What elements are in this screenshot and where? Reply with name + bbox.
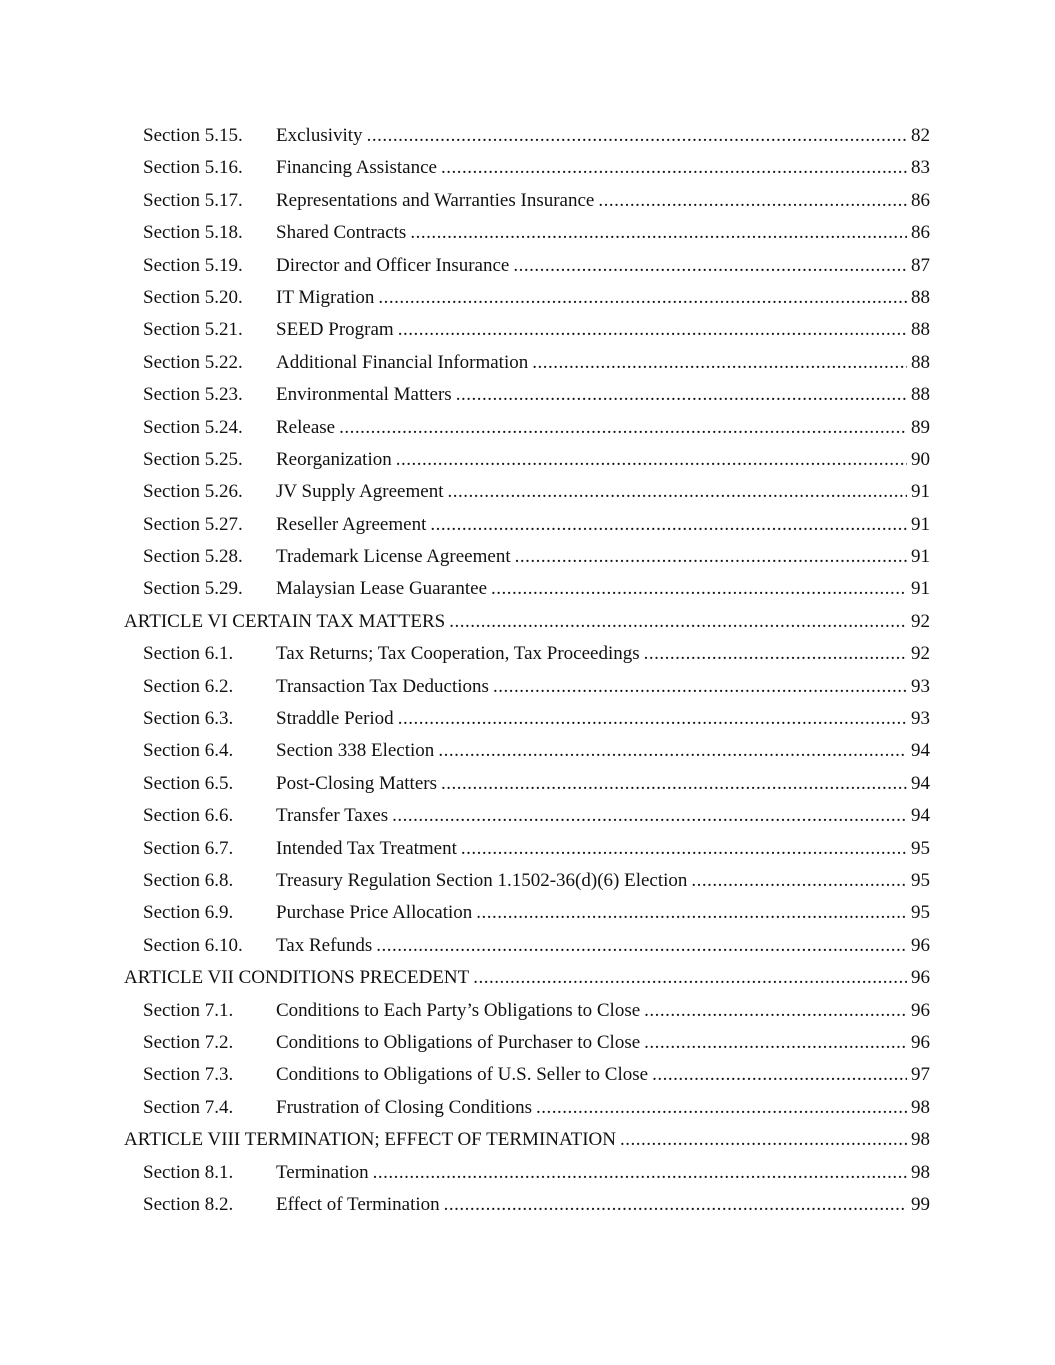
dot-leader [398,703,907,735]
dot-leader [373,1157,907,1189]
toc-section-number: Section 5.21. [143,319,243,341]
toc-section-entry [0,703,1055,735]
dot-leader [515,541,907,573]
toc-section-entry [0,217,1055,249]
dot-leader [473,962,907,994]
dot-leader [441,152,907,184]
toc-entry-line [276,833,930,865]
toc-section-entry [0,412,1055,444]
toc-entry-title: Tax Returns; Tax Cooperation, Tax Proceedings [276,643,640,665]
toc-page-number: 96 [911,934,930,956]
toc-entry-line [276,444,930,476]
toc-entry-line [276,314,930,346]
table-of-contents [0,120,1055,1221]
toc-entry-title: Trademark License Agreement [276,546,511,568]
toc-entry-line [276,897,930,929]
toc-page-number: 96 [911,999,930,1021]
toc-page-number: 93 [911,708,930,730]
toc-section-number: Section 6.7. [143,837,234,859]
toc-article-entry [0,962,1055,994]
dot-leader [392,800,907,832]
toc-entry-line [276,217,930,249]
toc-page-number: 92 [911,643,930,665]
dot-leader [444,1189,907,1221]
toc-section-entry [0,995,1055,1027]
toc-entry-title: IT Migration [276,286,375,308]
toc-section-number: Section 5.26. [143,481,243,503]
toc-page-number: 97 [911,1064,930,1086]
toc-section-entry [0,735,1055,767]
toc-section-entry [0,541,1055,573]
toc-section-number: Section 6.6. [143,805,234,827]
toc-entry-title: SEED Program [276,319,394,341]
toc-section-entry [0,800,1055,832]
toc-page-number: 87 [911,254,930,276]
toc-entry-line [276,185,930,217]
toc-section-entry [0,120,1055,152]
toc-entry-title: Frustration of Closing Conditions [276,1096,532,1118]
toc-entry-line [276,1027,930,1059]
toc-page-number: 90 [911,448,930,470]
toc-section-entry [0,282,1055,314]
toc-section-entry [0,1027,1055,1059]
toc-entry-title: Release [276,416,336,438]
toc-section-number: Section 8.2. [143,1193,234,1215]
toc-entry-line [276,638,930,670]
toc-section-number: Section 6.8. [143,869,234,891]
dot-leader [447,476,907,508]
toc-page-number: 96 [911,1031,930,1053]
dot-leader [493,671,907,703]
toc-entry-title: Conditions to Obligations of U.S. Seller to Close [276,1064,649,1086]
toc-section-number: Section 5.28. [143,546,243,568]
toc-article-entry [0,606,1055,638]
toc-section-number: Section 5.24. [143,416,243,438]
toc-page-number: 93 [911,675,930,697]
dot-leader [456,379,907,411]
toc-entry-line [276,541,930,573]
toc-page-number: 98 [911,1096,930,1118]
toc-section-entry [0,347,1055,379]
toc-entry-title: Shared Contracts [276,222,407,244]
toc-entry-line [276,1092,930,1124]
toc-page-number: 88 [911,286,930,308]
toc-section-entry [0,476,1055,508]
toc-page-number: 91 [911,481,930,503]
dot-leader [339,412,907,444]
toc-section-entry [0,379,1055,411]
dot-leader [376,930,907,962]
toc-entry-line [276,412,930,444]
toc-section-number: Section 5.18. [143,222,243,244]
toc-page-number: 94 [911,805,930,827]
toc-section-number: Section 5.29. [143,578,243,600]
toc-page-number: 91 [911,513,930,535]
toc-entry-title: Conditions to Obligations of Purchaser to Close [276,1031,641,1053]
toc-page-number: 86 [911,222,930,244]
dot-leader [536,1092,907,1124]
toc-entry-line [276,1189,930,1221]
toc-section-number: Section 6.1. [143,643,234,665]
toc-page-number: 88 [911,351,930,373]
dot-leader [644,638,907,670]
toc-entry-line [124,962,930,994]
toc-section-number: Section 6.5. [143,772,234,794]
toc-entry-line [276,995,930,1027]
dot-leader [644,995,907,1027]
toc-page-number: 95 [911,902,930,924]
toc-page-number: 89 [911,416,930,438]
dot-leader [410,217,907,249]
toc-section-entry [0,638,1055,670]
toc-section-entry [0,509,1055,541]
toc-page-number: 82 [911,125,930,146]
toc-entry-title: ARTICLE VII CONDITIONS PRECEDENT [124,967,470,989]
toc-page-number: 95 [911,837,930,859]
toc-section-number: Section 6.9. [143,902,234,924]
toc-section-entry [0,1059,1055,1091]
toc-entry-title: Conditions to Each Party’s Obligations to Close [276,999,641,1021]
toc-section-number: Section 7.2. [143,1031,234,1053]
toc-article-entry [0,1124,1055,1156]
toc-page-number: 88 [911,384,930,406]
dot-leader [513,250,907,282]
toc-entry-line [276,1157,930,1189]
dot-leader [367,120,907,152]
dot-leader [491,573,907,605]
toc-section-entry [0,930,1055,962]
toc-page-number: 92 [911,610,930,632]
toc-section-entry [0,897,1055,929]
toc-section-entry [0,185,1055,217]
toc-entry-line [276,509,930,541]
toc-entry-line [276,379,930,411]
dot-leader [476,897,907,929]
toc-entry-title: Section 338 Election [276,740,435,762]
toc-entry-title: Exclusivity [276,125,363,146]
toc-section-number: Section 6.4. [143,740,234,762]
toc-section-entry [0,314,1055,346]
toc-entry-line [276,800,930,832]
toc-entry-title: Director and Officer Insurance [276,254,510,276]
toc-section-entry [0,444,1055,476]
toc-entry-line [276,573,930,605]
toc-entry-line [276,152,930,184]
toc-page-number: 88 [911,319,930,341]
toc-entry-line [276,703,930,735]
toc-section-entry [0,250,1055,282]
dot-leader [396,444,907,476]
toc-page-number: 96 [911,967,930,989]
toc-page-number: 94 [911,772,930,794]
toc-section-entry [0,1157,1055,1189]
toc-section-number: Section 5.20. [143,286,243,308]
toc-entry-title: Transaction Tax Deductions [276,675,489,697]
toc-entry-line [276,476,930,508]
dot-leader [438,735,907,767]
toc-entry-line [276,865,930,897]
toc-entry-title: Financing Assistance [276,157,437,179]
dot-leader [532,347,907,379]
dot-leader [449,606,907,638]
toc-section-number: Section 8.1. [143,1161,234,1183]
toc-entry-title: Representations and Warranties Insurance [276,189,595,211]
toc-entry-title: Reorganization [276,448,392,470]
toc-section-number: Section 5.17. [143,189,243,211]
toc-page-number: 94 [911,740,930,762]
toc-entry-line [124,1124,930,1156]
toc-section-number: Section 6.10. [143,934,243,956]
toc-entry-line [276,671,930,703]
dot-leader [620,1124,907,1156]
toc-entry-title: ARTICLE VIII TERMINATION; EFFECT OF TERMINATION [124,1129,616,1151]
dot-leader [644,1027,907,1059]
toc-section-number: Section 5.25. [143,448,243,470]
toc-section-number: Section 6.2. [143,675,234,697]
toc-entry-line [124,606,930,638]
toc-entry-line [276,250,930,282]
toc-section-entry [0,833,1055,865]
toc-entry-line [276,347,930,379]
toc-page-number: 98 [911,1161,930,1183]
toc-section-entry [0,152,1055,184]
dot-leader [441,768,907,800]
toc-section-number: Section 5.15. [143,125,243,146]
toc-page-number: 99 [911,1193,930,1215]
toc-section-number: Section 5.16. [143,157,243,179]
toc-entry-title: Tax Refunds [276,934,373,956]
toc-section-entry [0,573,1055,605]
toc-entry-title: Purchase Price Allocation [276,902,473,924]
toc-section-number: Section 6.3. [143,708,234,730]
toc-entry-line [276,768,930,800]
toc-entry-title: Malaysian Lease Guarantee [276,578,488,600]
toc-section-number: Section 5.19. [143,254,243,276]
toc-page-number: 86 [911,189,930,211]
toc-section-entry [0,865,1055,897]
toc-entry-title: Transfer Taxes [276,805,389,827]
dot-leader [398,314,907,346]
toc-page-number: 83 [911,157,930,179]
toc-entry-line [276,735,930,767]
toc-entry-title: Additional Financial Information [276,351,529,373]
toc-entry-line [276,282,930,314]
dot-leader [461,833,907,865]
toc-entry-title: Straddle Period [276,708,394,730]
toc-page-number: 91 [911,578,930,600]
dot-leader [378,282,907,314]
toc-section-number: Section 7.4. [143,1096,234,1118]
toc-section-number: Section 5.23. [143,384,243,406]
dot-leader [598,185,907,217]
toc-page-number: 95 [911,869,930,891]
dot-leader [691,865,907,897]
toc-entry-title: Effect of Termination [276,1193,440,1215]
toc-section-entry [0,1092,1055,1124]
toc-entry-line [276,1059,930,1091]
dot-leader [430,509,907,541]
toc-section-entry [0,768,1055,800]
toc-entry-title: Termination [276,1161,369,1183]
toc-entry-title: Environmental Matters [276,384,452,406]
toc-entry-title: Post-Closing Matters [276,772,437,794]
toc-entry-title: JV Supply Agreement [276,481,444,503]
toc-section-number: Section 5.27. [143,513,243,535]
toc-section-number: Section 5.22. [143,351,243,373]
toc-entry-line [276,120,930,152]
toc-section-number: Section 7.3. [143,1064,234,1086]
toc-section-entry [0,671,1055,703]
toc-entry-title: ARTICLE VI CERTAIN TAX MATTERS [124,610,446,632]
toc-page-number: 98 [911,1129,930,1151]
toc-entry-title: Intended Tax Treatment [276,837,457,859]
toc-section-entry [0,1189,1055,1221]
toc-page-number: 91 [911,546,930,568]
toc-section-number: Section 7.1. [143,999,234,1021]
toc-entry-line [276,930,930,962]
dot-leader [652,1059,907,1091]
toc-entry-title: Reseller Agreement [276,513,427,535]
toc-entry-title: Treasury Regulation Section 1.1502-36(d)(6) Election [276,869,688,891]
